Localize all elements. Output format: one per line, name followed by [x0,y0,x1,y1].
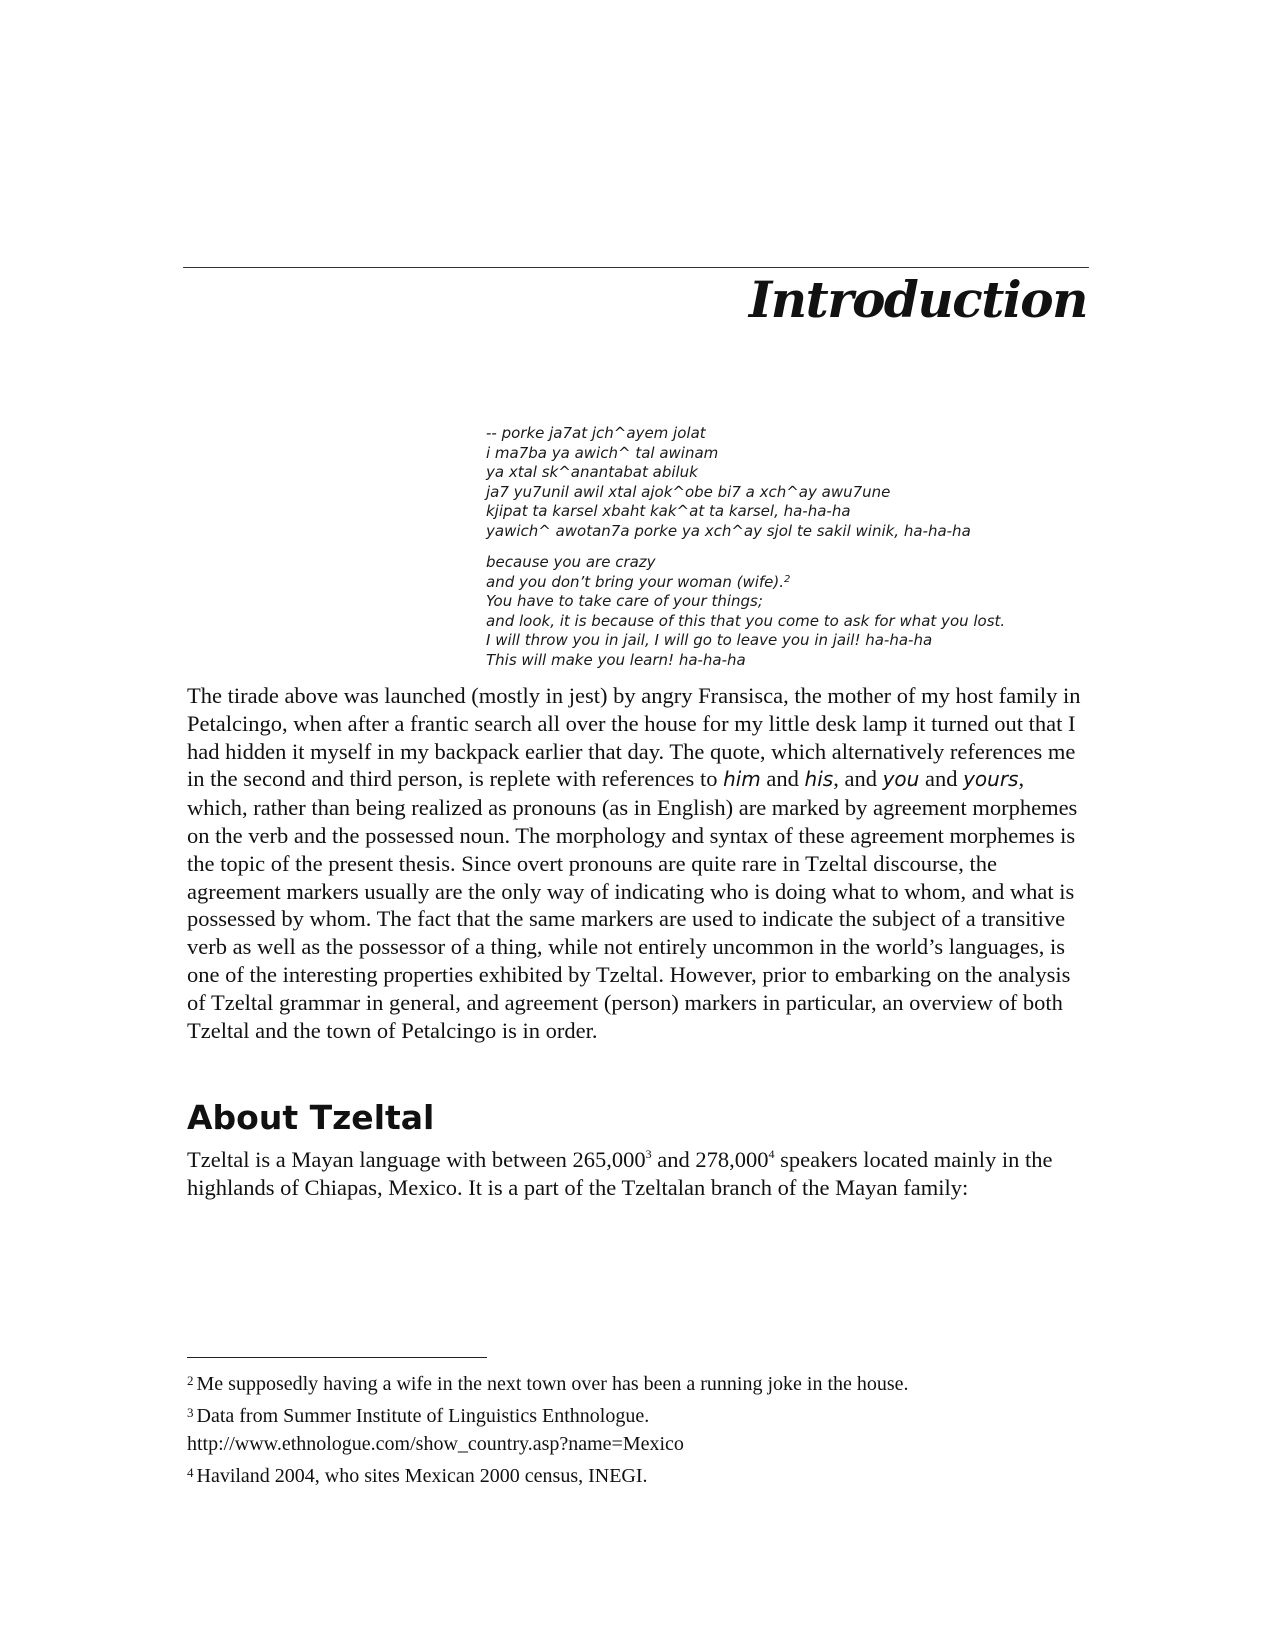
epigraph-translation-text: and you don’t bring your woman (wife). [486,572,785,591]
emphasis-yours: yours [963,767,1019,792]
intro-text: , and [833,766,883,792]
intro-paragraph [187,682,1087,1044]
section-text: speakers located mainly in the highlands of Chiapas, Mexico. It is a part of the Tzeltalan branch of the Mayan family: [187,1147,1053,1200]
section-text: and 278,000 [651,1147,769,1172]
footnote-mark: 2 [187,1373,194,1388]
chapter-title: Introduction [748,270,1087,329]
footnote-text: Haviland 2004, who sites Mexican 2000 census, INEGI. [196,1465,648,1487]
epigraph-line: i ma7ba ya awich^ tal awinam [486,443,719,462]
epigraph-translation-line: This will make you learn! ha-ha-ha [486,650,746,669]
footnote-mark: 3 [187,1405,194,1420]
footnotes [187,1370,1087,1494]
intro-text: and [760,766,805,792]
emphasis-you: you [882,767,920,792]
chapter-title-rule [183,267,1089,268]
epigraph-translation-line-with-ref [486,573,1086,593]
footnote-mark: 4 [187,1465,194,1480]
epigraph-tzeltal-stanza [486,424,1086,541]
emphasis-his: his [804,767,834,792]
epigraph-translation-line: and look, it is because of this that you come to ask for what you lost. [486,611,1006,630]
footnote-ref-2[interactable]: 2 [784,573,791,585]
footnote-text: Me supposedly having a wife in the next town over has been a running joke in the house. [196,1373,909,1395]
footnote-ref-4[interactable]: 4 [768,1147,775,1161]
section-heading-about-tzeltal: About Tzeltal [187,1098,435,1137]
footnote-text: Data from Summer Institute of Linguistics Enthnologue. [196,1405,650,1427]
intro-text: The tirade above was launched (mostly in jest) by angry Fransisca, the mother of my host family in Petalcingo, when after a frantic search all over the house for my little desk lamp it turned out that I had hidden it myself in my backpack earlier that day. The quote, which alternatively references me in the second and third person, is replete with references to [187,683,1081,792]
footnote-ref-3[interactable]: 3 [645,1147,652,1161]
intro-text: and [919,766,964,792]
epigraph-line: ja7 yu7unil awil xtal ajok^obe bi7 a xch^ay awu7une [486,482,891,501]
epigraph-line: kjipat ta karsel xbaht kak^at ta karsel, ha-ha-ha [486,502,851,520]
epigraph-quote [486,424,1086,670]
epigraph-translation-line: I will throw you in jail, I will go to leave you in jail! ha-ha-ha [486,631,933,649]
epigraph-line: -- porke ja7at jch^ayem jolat [486,424,706,442]
footnote-3 [187,1402,1087,1458]
footnote-2 [187,1370,1087,1398]
about-tzeltal-paragraph [187,1146,1087,1202]
footnote-url-link[interactable]: http://www.ethnologue.com/show_country.asp?name=Mexico [187,1433,684,1455]
epigraph-translation-line: because you are crazy [486,553,656,571]
footnote-separator [187,1357,487,1358]
footnote-4 [187,1462,1087,1490]
epigraph-line: yawich^ awotan7a porke ya xch^ay sjol te sakil winik, ha-ha-ha [486,521,971,540]
epigraph-line: ya xtal sk^anantabat abiluk [486,463,698,481]
intro-text: , which, rather than being realized as pronouns (as in English) are marked by agreement morphemes on the verb and the possessed noun. The morphology and syntax of these agreement morphemes is the topic of the present thesis. Since overt pronouns are quite rare in Tzeltal discourse, the agreement markers usually are the only way of indicating who is doing what to whom, and what is possessed by whom. The fact that the same markers are used to indicate the subject of a transitive verb as well as the possessor of a thing, while not entirely uncommon in the world’s languages, is one of the interesting properties exhibited by Tzeltal. However, prior to embarking on the analysis of Tzeltal grammar in general, and agreement (person) markers in particular, an overview of both Tzeltal and the town of Petalcingo is in order. [187,766,1078,1043]
epigraph-english-stanza [486,553,1086,670]
emphasis-him: him [723,767,761,792]
epigraph-translation-line: You have to take care of your things; [486,592,763,610]
section-text: Tzeltal is a Mayan language with between 265,000 [187,1147,646,1172]
